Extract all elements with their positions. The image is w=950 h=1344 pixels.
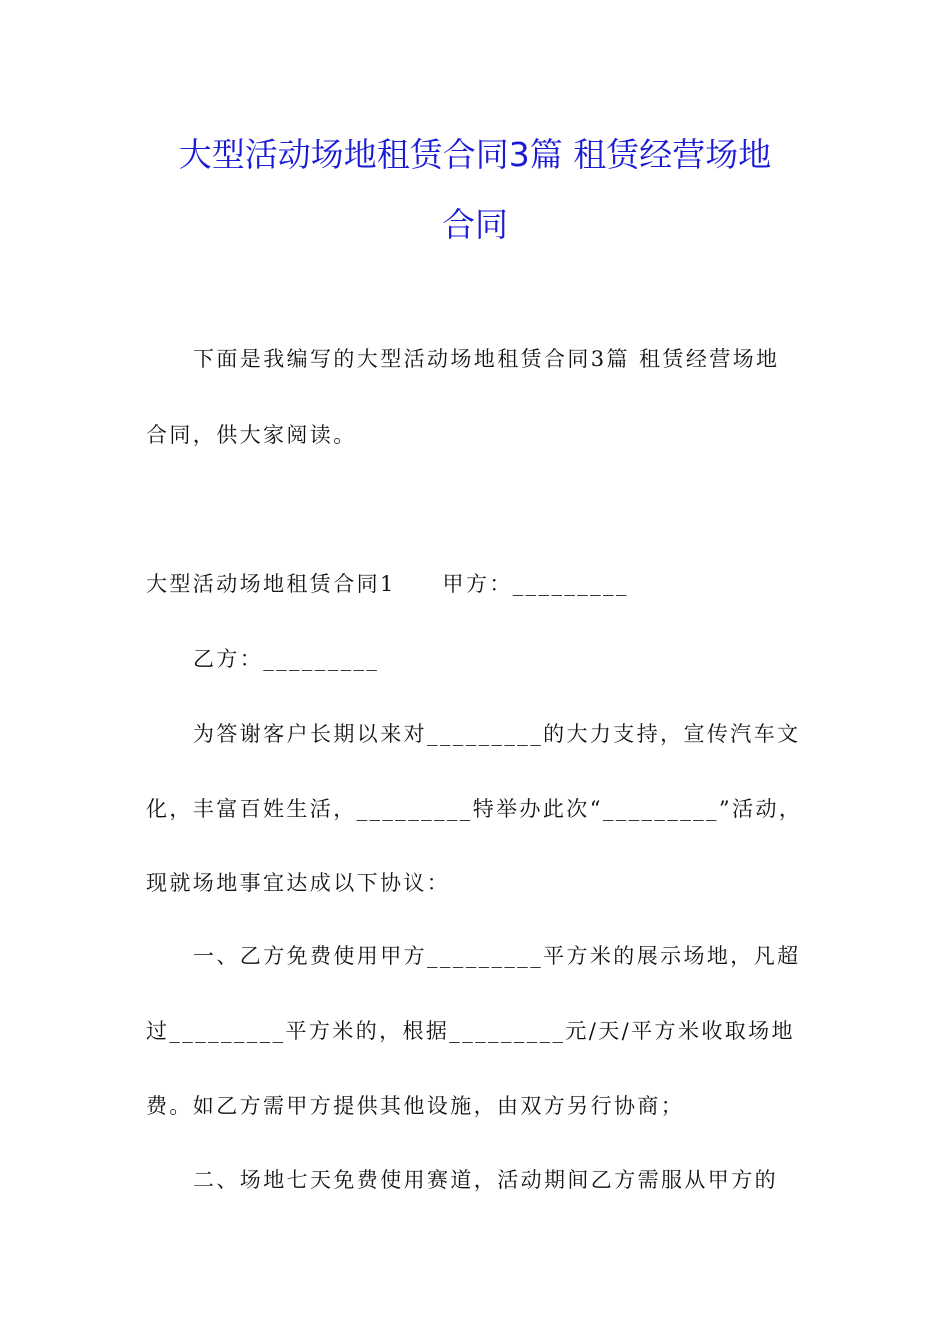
clause-1-line-3: 费。如乙方需甲方提供其他设施，由双方另行协商； <box>146 1094 685 1118</box>
intro-paragraph-line-1: 下面是我编写的大型活动场地租赁合同3篇 租赁经营场地 <box>193 347 780 371</box>
contract-heading-party-a: 大型活动场地租赁合同1 甲方：_________ <box>146 572 629 596</box>
preamble-line-1: 为答谢客户长期以来对_________的大力支持，宣传汽车文 <box>193 722 801 746</box>
clause-1-line-1: 一、乙方免费使用甲方_________平方米的展示场地，凡超 <box>193 944 801 968</box>
clause-2-line-1: 二、场地七天免费使用赛道，活动期间乙方需服从甲方的 <box>193 1168 778 1192</box>
preamble-line-3: 现就场地事宜达成以下协议： <box>146 871 451 895</box>
document-title-line-1: 大型活动场地租赁合同3篇 租赁经营场地 <box>178 135 772 174</box>
party-b-line: 乙方：_________ <box>193 647 380 671</box>
clause-1-line-2: 过_________平方米的，根据_________元/天/平方米收取场地 <box>146 1019 795 1043</box>
preamble-line-2: 化，丰富百姓生活，_________特举办此次“_________”活动， <box>146 797 803 821</box>
document-title-line-2: 合同 <box>442 205 508 244</box>
intro-paragraph-line-2: 合同，供大家阅读。 <box>146 423 357 447</box>
